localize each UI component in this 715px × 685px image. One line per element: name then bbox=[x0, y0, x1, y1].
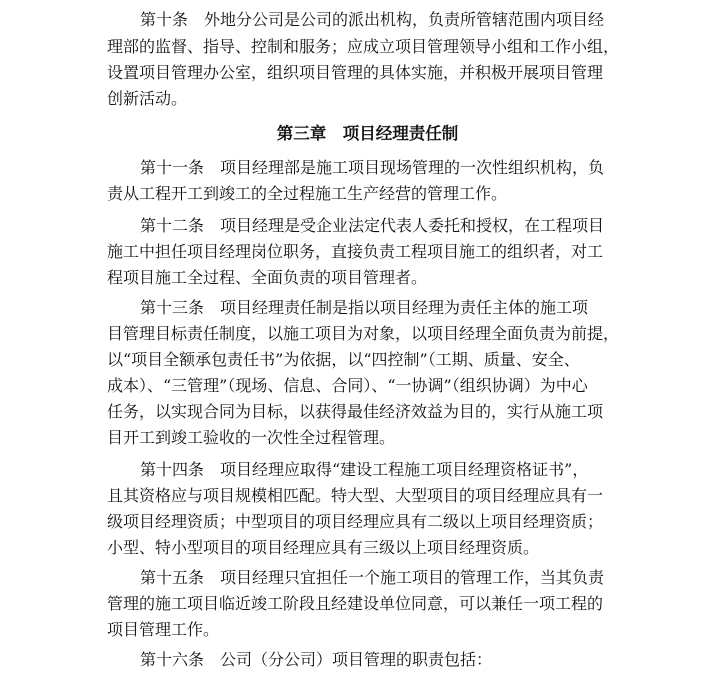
article-14-line-4: 小型、特小型项目的项目经理应具有三级以上项目经理资质。 bbox=[107, 538, 540, 557]
article-11-line-2: 责从工程开工到竣工的全过程施工生产经营的管理工作。 bbox=[107, 184, 508, 203]
article-13-line-6: 目开工到竣工验收的一次性全过程管理。 bbox=[107, 428, 396, 447]
article-14-line-2: 且其资格应与项目规模相匹配。特大型、大型项目的项目经理应具有一 bbox=[107, 486, 604, 505]
article-13-line-1: 第十三条 项目经理责任制是指以项目经理为责任主体的施工项 bbox=[140, 298, 589, 317]
article-12-line-3: 程项目施工全过程、全面负责的项目管理者。 bbox=[107, 268, 428, 287]
article-11-line-1: 第十一条 项目经理部是施工项目现场管理的一次性组织机构，负 bbox=[140, 158, 605, 177]
article-13-line-5: 任务，以实现合同为目标，以获得最佳经济效益为目的，实行从施工项 bbox=[107, 402, 604, 421]
article-12-line-2: 施工中担任项目经理岗位职务，直接负责工程项目施工的组织者，对工 bbox=[107, 242, 604, 261]
article-12-line-1: 第十二条 项目经理是受企业法定代表人委托和授权，在工程项目 bbox=[140, 216, 605, 235]
article-13-line-2: 目管理目标责任制度，以施工项目为对象，以项目经理全面负责为前提， bbox=[107, 324, 620, 343]
article-10-line-3: 设置项目管理办公室，组织项目管理的具体实施，并积极开展项目管理 bbox=[107, 63, 604, 82]
chapter-3-heading: 第三章 项目经理责任制 bbox=[276, 124, 459, 143]
article-15-line-2: 管理的施工项目临近竣工阶段且经建设单位同意，可以兼任一项工程的 bbox=[107, 594, 604, 613]
article-13-line-4: 成本）、“三管理”（现场、信息、合同）、“一协调”（组织协调）为中心 bbox=[107, 376, 588, 395]
article-10-line-4: 创新活动。 bbox=[107, 89, 188, 108]
article-13-line-3: 以“项目全额承包责任书”为依据，以“四控制”（工期、质量、安全、 bbox=[107, 350, 580, 369]
article-16-line-1: 第十六条 公司（分公司）项目管理的职责包括： bbox=[140, 650, 493, 669]
article-14-line-1: 第十四条 项目经理应取得“建设工程施工项目经理资格证书”， bbox=[140, 460, 589, 479]
article-10-line-2: 理部的监督、指导、控制和服务；应成立项目管理领导小组和工作小组， bbox=[107, 37, 620, 56]
article-14-line-3: 级项目经理资质；中型项目的项目经理应具有二级以上项目经理资质； bbox=[107, 512, 604, 531]
article-15-line-3: 项目管理工作。 bbox=[107, 620, 220, 639]
article-10-line-1: 第十条 外地分公司是公司的派出机构，负责所管辖范围内项目经 bbox=[140, 10, 605, 29]
article-15-line-1: 第十五条 项目经理只宜担任一个施工项目的管理工作，当其负责 bbox=[140, 568, 605, 587]
